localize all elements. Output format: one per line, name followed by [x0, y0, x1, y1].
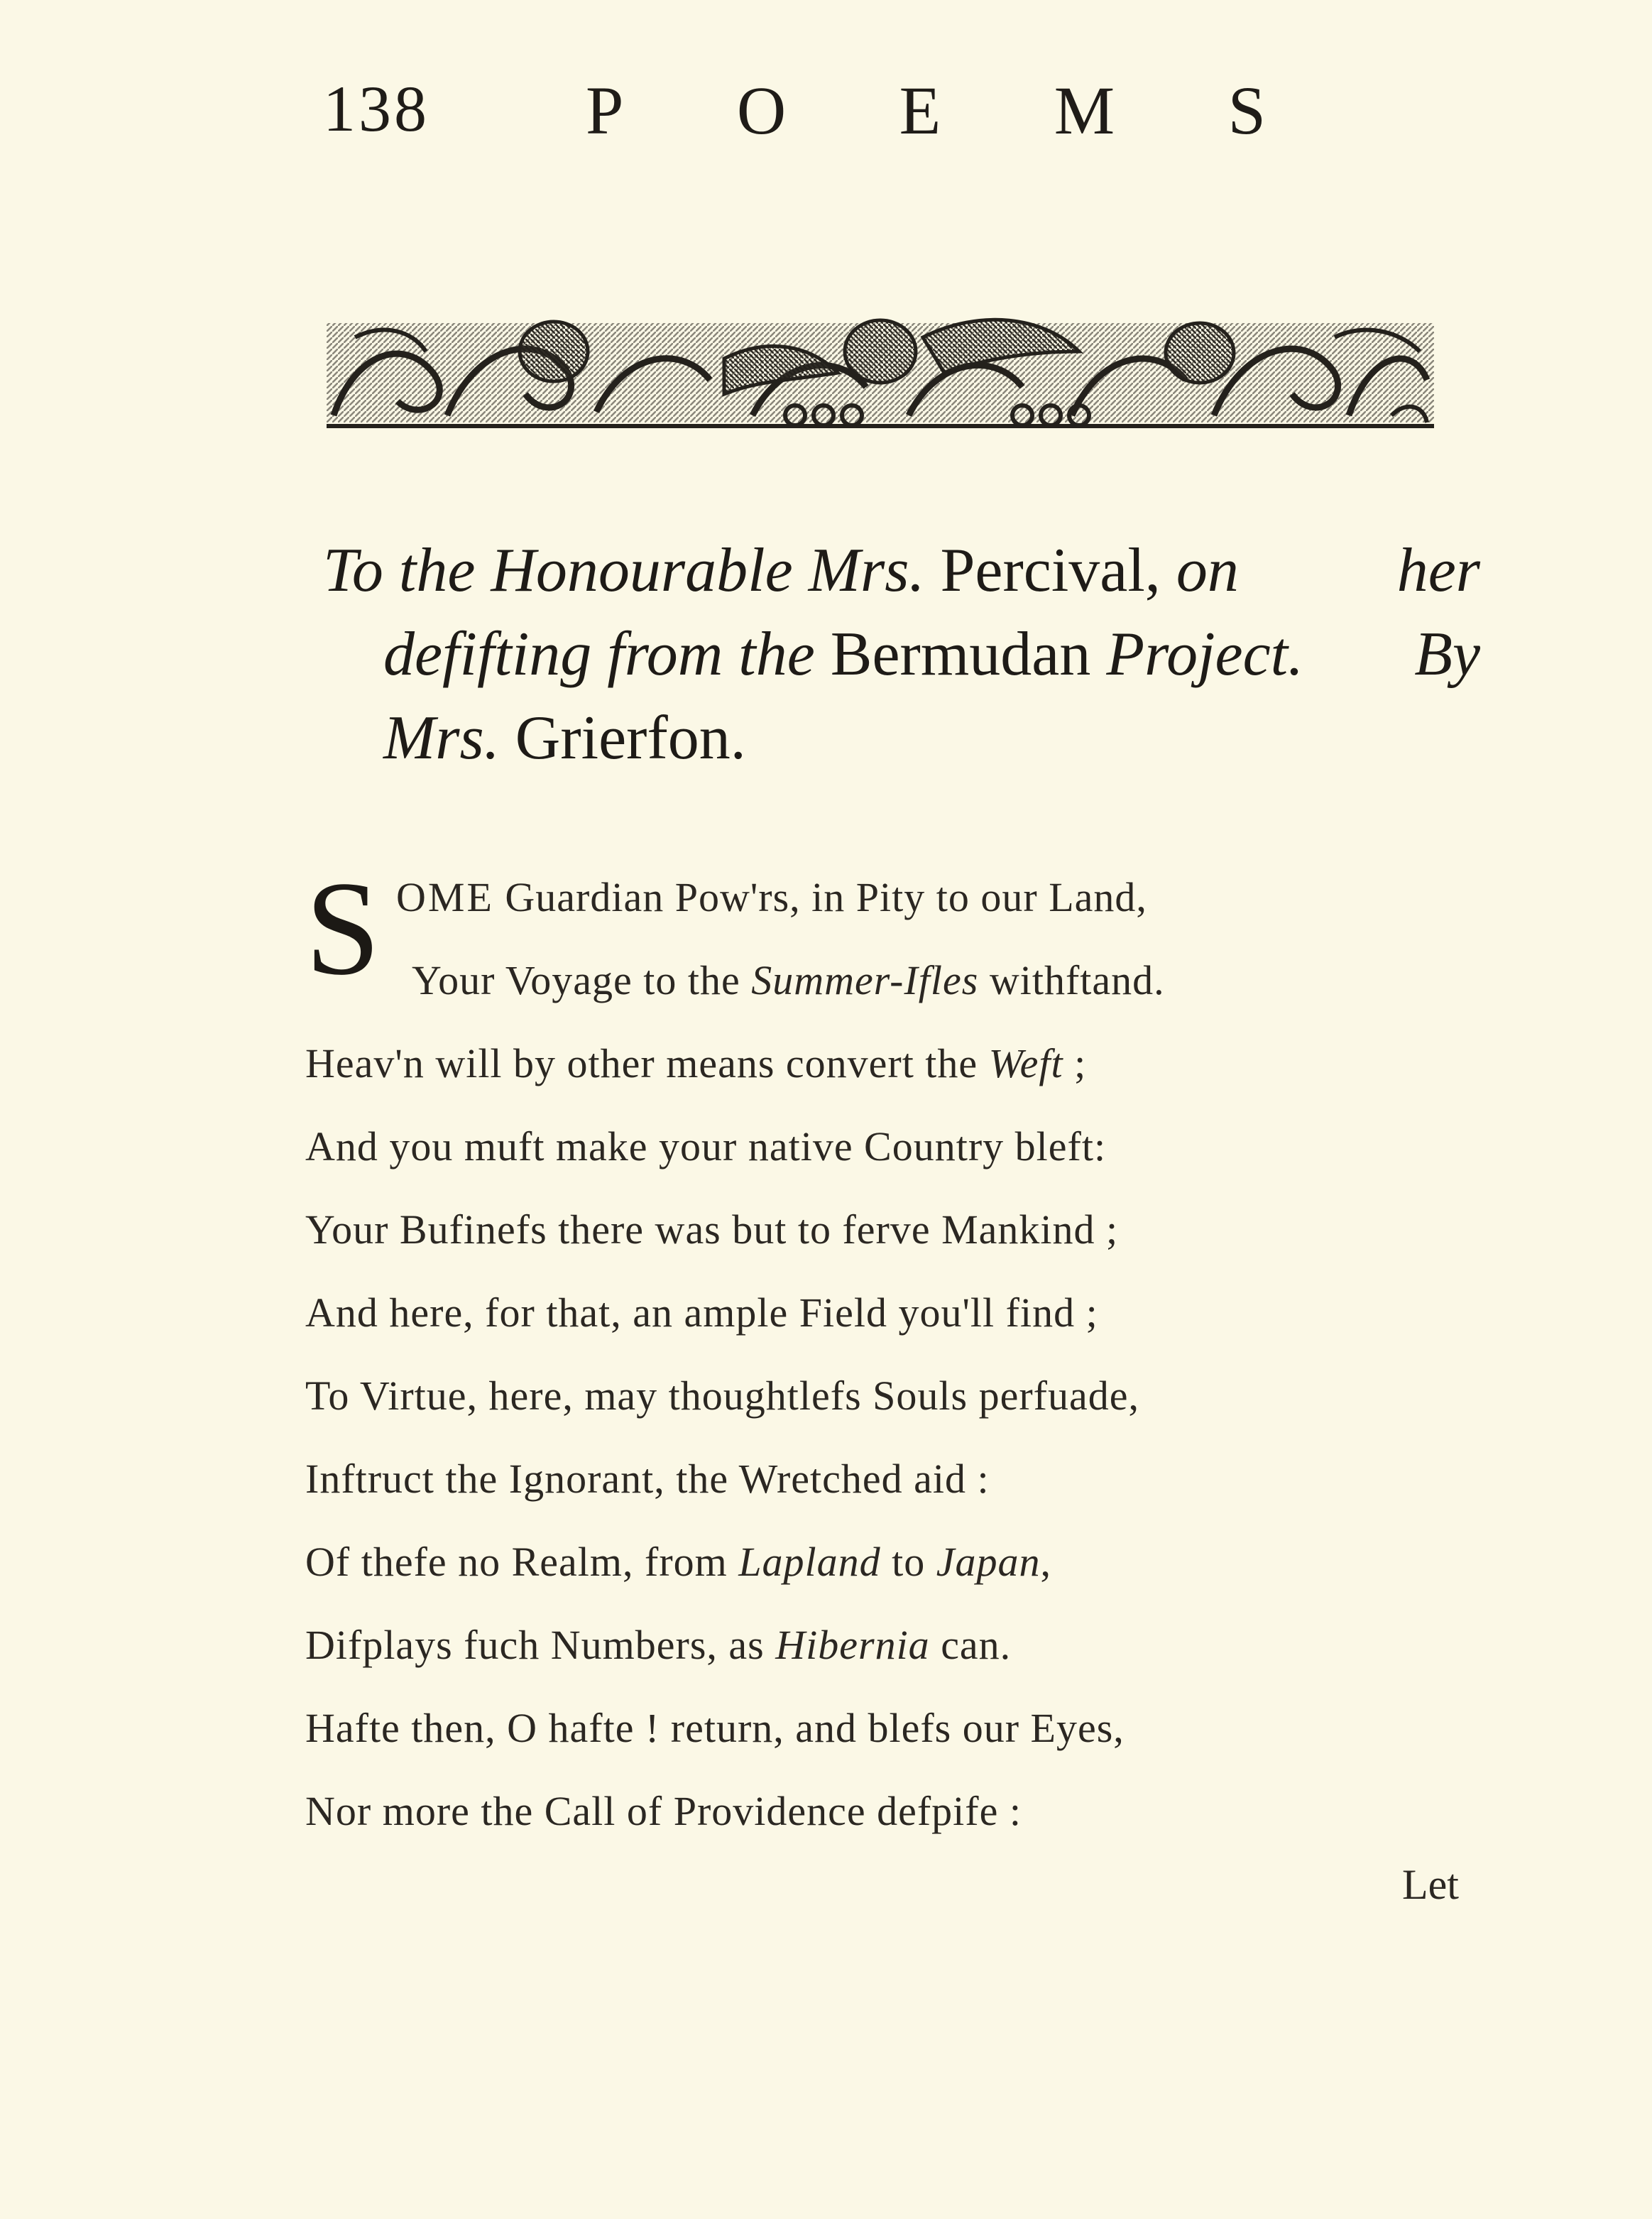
poem-line — [305, 1022, 1413, 1105]
title-segment: Bermudan — [814, 620, 1107, 689]
poem-line-text: to — [880, 1539, 936, 1585]
poem-line: Hafte then, O hafte ! return, and blefs our Eyes, — [305, 1705, 1125, 1751]
poem-line-text: Your Voyage to the — [412, 957, 752, 1003]
title-segment: on — [1176, 536, 1239, 605]
poem-line-text: Summer-Ifles — [751, 957, 979, 1003]
poem-line — [305, 1603, 1413, 1686]
poem-body — [305, 856, 1413, 1853]
headpiece-ornament — [327, 309, 1434, 437]
poem-line-text: can. — [929, 1622, 1012, 1668]
poem-line-text: ; — [1063, 1040, 1087, 1086]
title-line — [323, 697, 1480, 780]
poem-line-text: Of thefe no Realm, from — [305, 1539, 739, 1585]
title-line — [323, 613, 1480, 697]
poem-line: Your Bufinefs there was but to ferve Mankind ; — [305, 1206, 1119, 1253]
running-title-letter: S — [1227, 72, 1267, 148]
poem-line-text: Lapland — [738, 1539, 881, 1585]
running-head — [323, 71, 1267, 156]
title-line — [323, 529, 1480, 613]
poem-line: To Virtue, here, may thoughtlefs Souls perfuade, — [305, 1373, 1139, 1419]
running-title-letter: E — [899, 72, 943, 148]
running-title — [586, 71, 1267, 150]
title-segment: Percival, — [924, 536, 1176, 605]
poem-line: Nor more the Call of Providence defpife : — [305, 1788, 1022, 1834]
poem-line: Inftruct the Ignorant, the Wretched aid : — [305, 1456, 990, 1502]
running-title-letter: P — [586, 72, 625, 148]
title-segment: Mrs. — [383, 704, 500, 773]
poem-line-text: Difplays fuch Numbers, as — [305, 1622, 776, 1668]
title-segment: By — [1414, 620, 1480, 689]
poem-line: And here, for that, an ample Field you'll find ; — [305, 1290, 1098, 1336]
poem-line-text: Weft — [988, 1040, 1063, 1086]
poem-line-text: Hibernia — [775, 1622, 930, 1668]
poem-title — [323, 529, 1480, 780]
poem-line: And you muft make your native Country bleft: — [305, 1123, 1107, 1170]
running-title-letter: M — [1054, 72, 1117, 148]
poem-line-text: Guardian Pow'rs, in Pity to our Land, — [493, 874, 1147, 920]
page-number: 138 — [323, 72, 430, 145]
poem-line — [305, 1520, 1413, 1603]
poem-line — [305, 939, 1413, 1022]
title-segment: Grierfon. — [499, 704, 746, 773]
title-segment: To the Honourable Mrs. — [323, 536, 925, 605]
poem-line-text: Japan — [936, 1539, 1041, 1585]
poem-line-text: , — [1040, 1539, 1052, 1585]
title-segment: her — [1396, 536, 1480, 605]
running-title-letter: O — [736, 72, 788, 148]
poem-line-text: Heav'n will by other means convert the — [305, 1040, 989, 1086]
drop-cap: S — [305, 854, 381, 1003]
catchword: Let — [1402, 1861, 1459, 1908]
title-segment: Project. — [1106, 620, 1304, 689]
poem-line-text: withftand. — [978, 957, 1165, 1003]
first-word-caps: OME — [396, 874, 494, 920]
title-segment: defifting from the — [383, 620, 815, 689]
